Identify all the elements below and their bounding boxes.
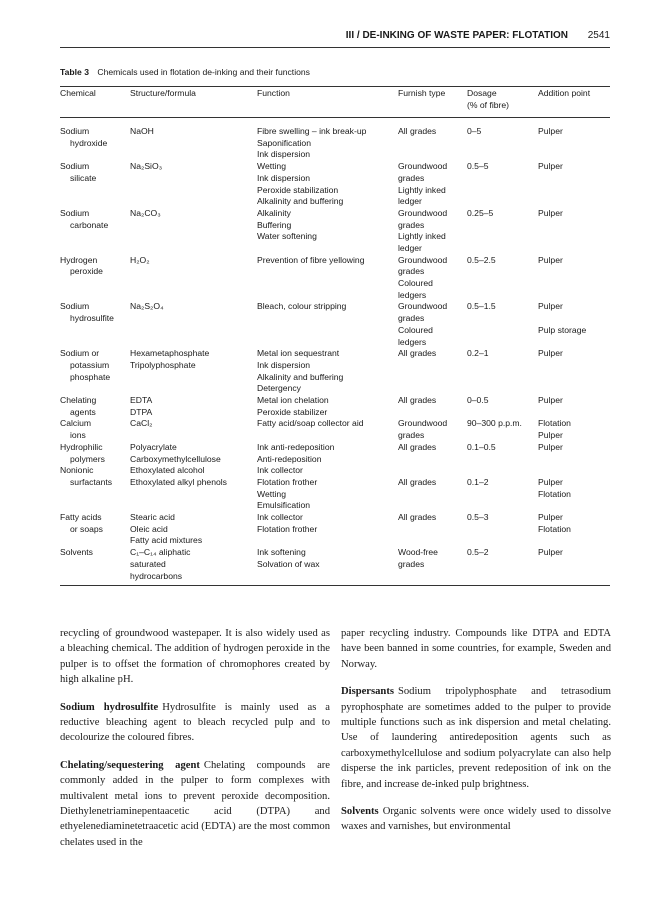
- table-cell-chemical: Sodium hydroxide: [60, 126, 108, 148]
- column-header: Function: [257, 88, 290, 98]
- column-header: Furnish type: [398, 88, 446, 98]
- table-cell-structure: Na₂CO₃: [130, 207, 161, 218]
- body-paragraph: [60, 626, 330, 688]
- paragraph-text: paper recycling industry. Compounds like DTPA and EDTA have been banned in some countries, for example, Sweden and Norway.: [341, 628, 611, 670]
- table-cell-structure: EDTA DTPA: [130, 395, 153, 417]
- table-cell-furnish: Groundwood grades: [398, 418, 448, 441]
- table-cell-structure: H₂O₂: [130, 254, 150, 265]
- chemicals-table: [60, 88, 610, 582]
- table-cell-function: Bleach, colour stripping: [257, 301, 347, 312]
- table-cell-structure: Na₂SiO₃: [130, 161, 163, 172]
- table-cell-function: Metal ion chelation Peroxide stabilizer: [257, 395, 329, 417]
- table-cell-furnish: Groundwood grades Lightly inked ledger: [398, 207, 448, 253]
- table-cell-structure: Stearic acid Oleic acid Fatty acid mixtures: [130, 512, 203, 546]
- table-cell-function: Ink collector Flotation frother: [257, 512, 318, 534]
- table-cell-furnish: All grades: [398, 126, 437, 136]
- table-caption-text: Chemicals used in flotation de-inking and their functions: [97, 67, 310, 77]
- table-row: [60, 465, 610, 512]
- table-row: [60, 547, 610, 582]
- table-cell-dosage: 0.5–2: [467, 547, 489, 558]
- table-row: [60, 512, 610, 547]
- table-cell-furnish: Groundwood grades Coloured ledgers: [398, 301, 448, 347]
- table-row: [60, 255, 610, 302]
- table-cell-chemical: Sodium or potassium phosphate: [60, 348, 111, 382]
- body-paragraph: [60, 758, 330, 850]
- table-cell-addition: Pulper: [538, 441, 563, 452]
- table-bottom-rule: [60, 585, 610, 586]
- table-cell-function: Ink softening Solvation of wax: [257, 547, 320, 569]
- table-cell-structure: Na₂S₂O₄: [130, 301, 164, 312]
- running-header: [60, 30, 610, 44]
- table-cell-dosage: 90–300 p.p.m.: [467, 418, 522, 429]
- paragraph-text: Hydrosulfite is mainly used as a reductive bleaching agent to bleach recycled pulp and to decolourize the coloured fibres.: [60, 701, 330, 744]
- paragraph-text: Organic solvents were once widely used to dissolve waxes and varnishes, but environmental: [341, 806, 611, 833]
- paragraph-text: Sodium tripolyphosphate and tetrasodium pyrophosphate are sometimes added to the pulper to provide multiple functions such as ink dispersion and metal chelating. Use of laundering antiredeposition agents such as carboxymethylcellulose and sodium polyacrylate can also help disperse the ink particles, prevent redeposition of ink on the fibre, and increase de-inked pulp brightness.: [341, 686, 611, 790]
- table-cell-addition: Pulper: [538, 207, 563, 218]
- table-cell-function: Ink collector Flotation frother Wetting Emulsification: [257, 465, 318, 511]
- table-cell-dosage: 0.2–1: [467, 348, 489, 359]
- body-paragraph: [60, 700, 330, 746]
- table-cell-chemical: Hydrogen peroxide: [60, 254, 103, 277]
- table-row: [60, 126, 610, 161]
- table-row: [60, 208, 610, 255]
- table-label: Table 3: [60, 67, 89, 77]
- body-paragraph: [341, 626, 611, 672]
- table-row: [60, 442, 610, 465]
- body-paragraph: [341, 684, 611, 792]
- page-number: 2541: [587, 30, 610, 41]
- table-caption: [60, 67, 310, 77]
- table-cell-addition: Pulper Pulp storage: [538, 301, 587, 335]
- table-cell-dosage: 0–5: [467, 126, 482, 136]
- table-cell-addition: Pulper: [538, 395, 563, 406]
- table-cell-dosage: 0.5–5: [467, 161, 489, 172]
- table-cell-function: Ink anti-redeposition Anti-redeposition: [257, 441, 335, 464]
- paragraph-heading: Chelating/sequestering agent: [60, 759, 200, 771]
- running-header-title: III / DE-INKING OF WASTE PAPER: FLOTATION: [345, 30, 568, 41]
- table-cell-addition: Pulper: [538, 126, 563, 136]
- table-top-rule: [60, 86, 610, 87]
- table-row: [60, 301, 610, 348]
- table-cell-furnish: All grades: [398, 512, 437, 523]
- table-cell-dosage: 0.25–5: [467, 207, 494, 218]
- table-cell-chemical: Sodium carbonate: [60, 207, 109, 230]
- column-header: Chemical: [60, 88, 96, 98]
- table-cell-addition: Pulper: [538, 254, 563, 265]
- paragraph-text: recycling of groundwood wastepaper. It is also widely used as a bleaching chemical. The addition of hydrogen peroxide in the pulper is to offset the formation of chromophores created by high alkaline pH.: [60, 628, 330, 686]
- table-cell-furnish: Groundwood grades Lightly inked ledger: [398, 161, 448, 207]
- body-paragraph: [341, 804, 611, 835]
- table-cell-chemical: Nonionic surfactants: [60, 465, 113, 487]
- body-column-left: [60, 626, 330, 862]
- table-cell-dosage: 0–0.5: [467, 395, 489, 406]
- table-cell-function: Wetting Ink dispersion Peroxide stabilization Alkalinity and buffering: [257, 161, 344, 207]
- table-cell-function: Prevention of fibre yellowing: [257, 254, 365, 265]
- table-cell-structure: Hexametaphosphate Tripolyphosphate: [130, 348, 210, 370]
- table-cell-chemical: Sodium hydrosulfite: [60, 301, 114, 324]
- table-cell-structure: Ethoxylated alcohol Ethoxylated alkyl phenols: [130, 465, 227, 487]
- body-column-right: [341, 626, 611, 847]
- column-header: Dosage (% of fibre): [467, 88, 510, 110]
- paragraph-heading: Solvents: [341, 806, 379, 818]
- table-cell-function: Metal ion sequestrant Ink dispersion Alkalinity and buffering Detergency: [257, 348, 344, 394]
- table-row: [60, 418, 610, 441]
- table-cell-dosage: 0.5–3: [467, 512, 489, 523]
- table-cell-dosage: 0.1–2: [467, 476, 489, 487]
- header-rule: [60, 47, 610, 48]
- table-cell-addition: Flotation Pulper: [538, 418, 571, 441]
- table-cell-function: Fibre swelling – ink break-up Saponification Ink dispersion: [257, 126, 367, 160]
- column-header: Structure/formula: [130, 88, 196, 98]
- table-cell-chemical: Chelating agents: [60, 395, 97, 417]
- table-cell-structure: C₁–C₁₄ aliphatic saturated hydrocarbons: [130, 547, 191, 581]
- table-cell-chemical: Sodium silicate: [60, 161, 97, 183]
- table-cell-furnish: All grades: [398, 476, 437, 487]
- column-header: Addition point: [538, 88, 591, 98]
- table-cell-addition: Pulper: [538, 161, 563, 172]
- table-cell-structure: NaOH: [130, 126, 154, 136]
- table-cell-furnish: Wood-free grades: [398, 547, 438, 569]
- table-cell-addition: Pulper: [538, 348, 563, 359]
- table-cell-dosage: 0.1–0.5: [467, 441, 496, 452]
- table-row: [60, 395, 610, 418]
- table-cell-furnish: Groundwood grades Coloured ledgers: [398, 254, 448, 300]
- table-cell-chemical: Calcium ions: [60, 418, 92, 441]
- table-cell-furnish: All grades: [398, 441, 437, 452]
- table-cell-structure: Polyacrylate Carboxymethylcellulose: [130, 441, 221, 464]
- table-header-row: [60, 88, 610, 118]
- table-cell-chemical: Hydrophilic polymers: [60, 441, 105, 464]
- table-cell-addition: Pulper: [538, 547, 563, 558]
- paragraph-heading: Sodium hydrosulfite: [60, 701, 159, 713]
- paragraph-text: Chelating compounds are commonly added in the pulper to form complexes with multivalent metal ions to prevent peroxide decomposition. Diethylenetriaminepentaacetic acid (DTPA) and ethyelenediaminetetraacetic acid (EDTA) are the most common chelates used in the: [60, 759, 330, 848]
- table-row: [60, 161, 610, 208]
- table-cell-dosage: 0.5–1.5: [467, 301, 496, 312]
- table-cell-addition: Pulper Flotation: [538, 476, 571, 499]
- table-cell-structure: CaCl₂: [130, 418, 153, 429]
- paragraph-heading: Dispersants: [341, 686, 394, 698]
- table-cell-furnish: All grades: [398, 348, 437, 359]
- table-row: [60, 348, 610, 395]
- table-cell-furnish: All grades: [398, 395, 437, 406]
- table-cell-chemical: Solvents: [60, 547, 93, 558]
- table-cell-addition: Pulper Flotation: [538, 512, 571, 534]
- table-cell-function: Fatty acid/soap collector aid: [257, 418, 364, 429]
- table-cell-function: Alkalinity Buffering Water softening: [257, 207, 317, 242]
- table-cell-chemical: Fatty acids or soaps: [60, 512, 103, 534]
- table-cell-dosage: 0.5–2.5: [467, 254, 496, 265]
